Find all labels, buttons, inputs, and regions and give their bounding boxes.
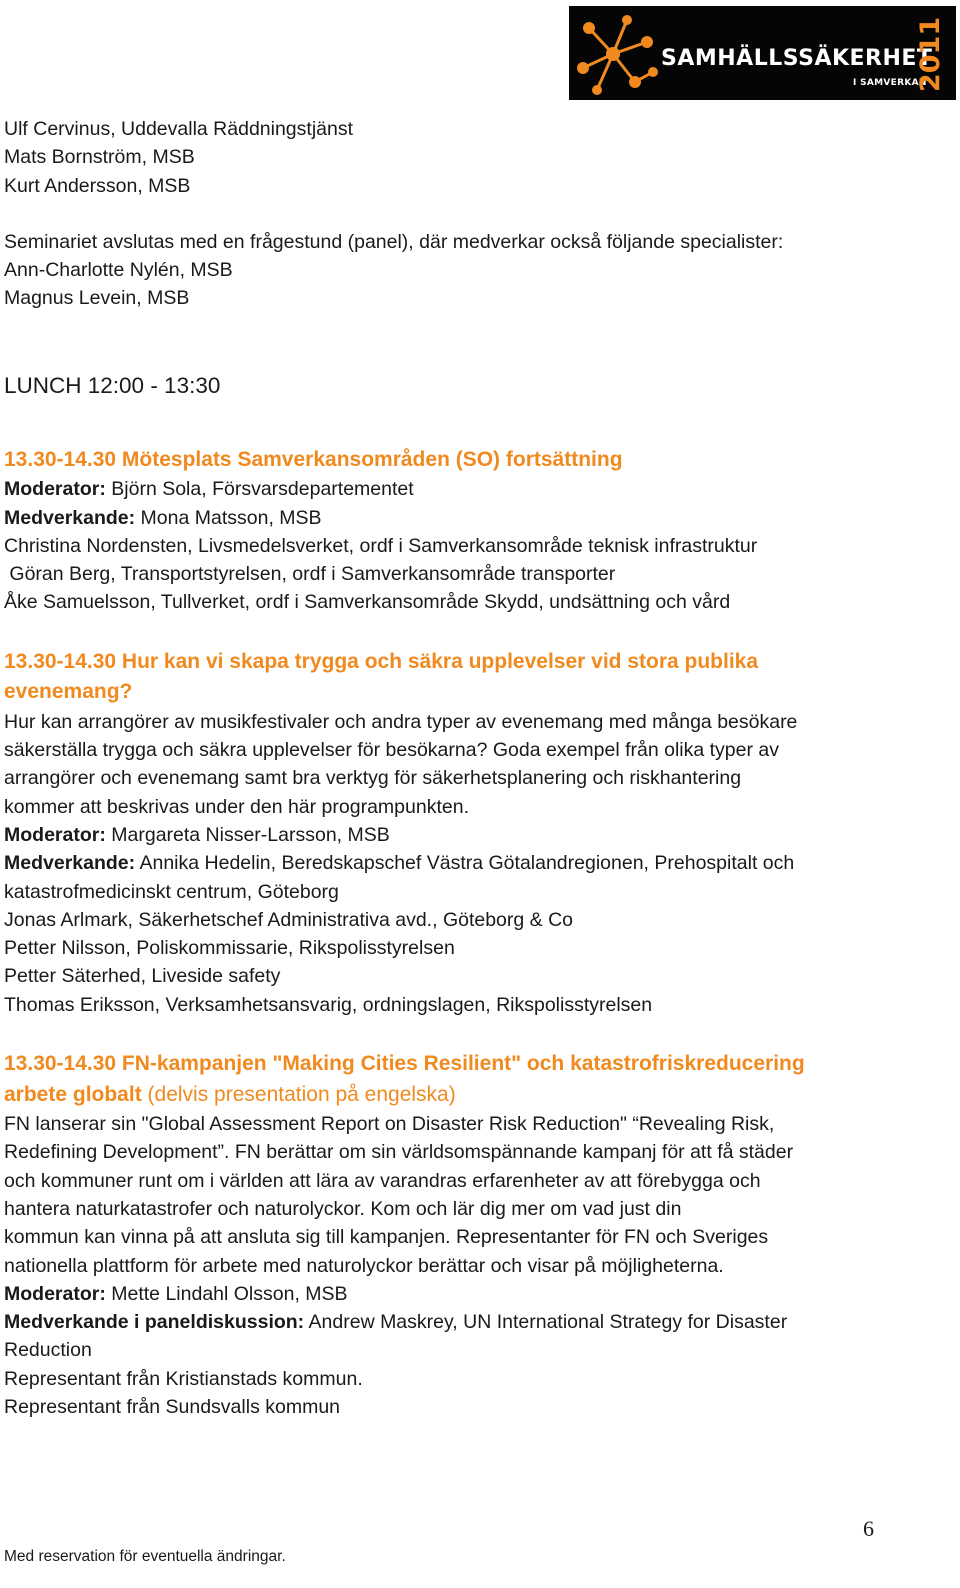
moderator-name: Margareta Nisser-Larsson, MSB: [105, 823, 390, 846]
participant-line: Göran Berg, Transportstyrelsen, ordf i Samverkansområde transporter: [4, 563, 616, 586]
logo-year: 2011: [915, 16, 946, 92]
speaker-line: Mats Bornström, MSB: [4, 146, 195, 169]
lunch-heading: LUNCH 12:00 - 13:30: [4, 372, 221, 398]
medverkande-name: Andrew Maskrey, UN International Strategy for Disaster: [304, 1311, 788, 1334]
session-1-medverkande: [4, 504, 934, 532]
speaker-line: Ulf Cervinus, Uddevalla Räddningstjänst: [4, 118, 354, 140]
participant-line: Åke Samuelsson, Tullverket, ordf i Samverkansområde Skydd, undsättning och vård: [4, 591, 731, 614]
panel-speaker: Ann-Charlotte Nylén, MSB: [4, 259, 233, 282]
participant-line: Representant från Kristianstads kommun.: [4, 1367, 363, 1390]
description-line: och kommuner runt om i världen att lära av varandras erfarenheter av att förebygga och: [4, 1169, 761, 1192]
description-line: kommer att beskrivas under den här programpunkten.: [4, 795, 469, 818]
participant-line: Representant från Sundsvalls kommun: [4, 1396, 341, 1418]
description-line: hantera naturkatastrofer och naturolyckor. Kom och lär dig mer om vad just din: [4, 1197, 682, 1220]
medverkande-cont: katastrofmedicinskt centrum, Göteborg: [4, 880, 339, 903]
session-title-1: 13.30-14.30 Mötesplats Samverkansområden (SO) fortsättning: [4, 447, 623, 471]
page-number: 6: [863, 1516, 874, 1541]
moderator-name: Björn Sola, Försvarsdepartementet: [105, 478, 414, 501]
panel-speaker: Magnus Levein, MSB: [4, 287, 190, 310]
description-line: Hur kan arrangörer av musikfestivaler och andra typer av evenemang med många besökare: [4, 710, 798, 733]
description-line: Redefining Development”. FN berättar om sin världsomspännande kampanj för att få städer: [4, 1141, 794, 1164]
session-title-3-note: (delvis presentation på engelska): [141, 1082, 456, 1106]
description-line: kommun kan vinna på att ansluta sig till kampanjen. Representanter för FN och Sveriges: [4, 1226, 769, 1249]
medverkande-label: Medverkande:: [4, 506, 136, 529]
session-3-medverkande: [4, 1308, 934, 1336]
description-line: nationella plattform för arbete med naturolyckor berättar och visar på möjligheterna.: [4, 1254, 724, 1277]
medverkande-cont: Reduction: [4, 1339, 92, 1362]
participant-line: Christina Nordensten, Livsmedelsverket, ordf i Samverkansområde teknisk infrastruktur: [4, 534, 758, 557]
medverkande-label: Medverkande:: [4, 852, 136, 875]
session-title-3-bold: arbete globalt: [4, 1082, 142, 1106]
medverkande-label: Medverkande i paneldiskussion:: [4, 1311, 305, 1334]
description-line: arrangörer och evenemang samt bra verktyg för säkerhetsplanering och riskhantering: [4, 767, 742, 790]
speaker-line: Kurt Andersson, MSB: [4, 174, 191, 197]
session-title-2-cont: evenemang?: [4, 680, 133, 704]
moderator-label: Moderator:: [4, 823, 106, 846]
session-3-moderator: [4, 1280, 934, 1308]
event-logo: [569, 6, 956, 100]
participant-line: Petter Säterhed, Liveside safety: [4, 965, 281, 988]
moderator-label: Moderator:: [4, 1282, 106, 1305]
logo-title: SAMHÄLLSSÄKERHET: [661, 46, 933, 71]
participant-line: Thomas Eriksson, Verksamhetsansvarig, ordningslagen, Rikspolisstyrelsen: [4, 993, 653, 1016]
participant-line: Petter Nilsson, Poliskommissarie, Rikspolisstyrelsen: [4, 937, 455, 960]
medverkande-name: Mona Matsson, MSB: [135, 506, 322, 529]
session-2-moderator: [4, 821, 934, 849]
participant-line: Jonas Arlmark, Säkerhetschef Administrativa avd., Göteborg & Co: [4, 908, 574, 931]
moderator-name: Mette Lindahl Olsson, MSB: [105, 1282, 348, 1305]
logo-subtitle: I SAMVERKAN: [853, 78, 927, 88]
document-body: [4, 115, 934, 1421]
medverkande-name: Annika Hedelin, Beredskapschef Västra Götalandregionen, Prehospitalt och: [135, 852, 795, 875]
session-1-moderator: [4, 475, 934, 503]
description-line: FN lanserar sin "Global Assessment Report on Disaster Risk Reduction" “Revealing Risk,: [4, 1113, 775, 1136]
footer-note: Med reservation för eventuella ändringar.: [4, 1548, 286, 1565]
description-line: säkerställa trygga och säkra upplevelser för besökarna? Goda exempel från olika typer av: [4, 739, 779, 762]
session-title-3: 13.30-14.30 FN-kampanjen "Making Cities Resilient" och katastrofriskreducering: [4, 1052, 805, 1076]
session-title-2: 13.30-14.30 Hur kan vi skapa trygga och säkra upplevelser vid stora publika: [4, 649, 759, 673]
session-2-medverkande: [4, 849, 934, 877]
panel-intro: Seminariet avslutas med en frågestund (panel), där medverkar också följande specialister:: [4, 230, 784, 253]
moderator-label: Moderator:: [4, 478, 106, 501]
session-title-3-cont: [4, 1080, 934, 1111]
